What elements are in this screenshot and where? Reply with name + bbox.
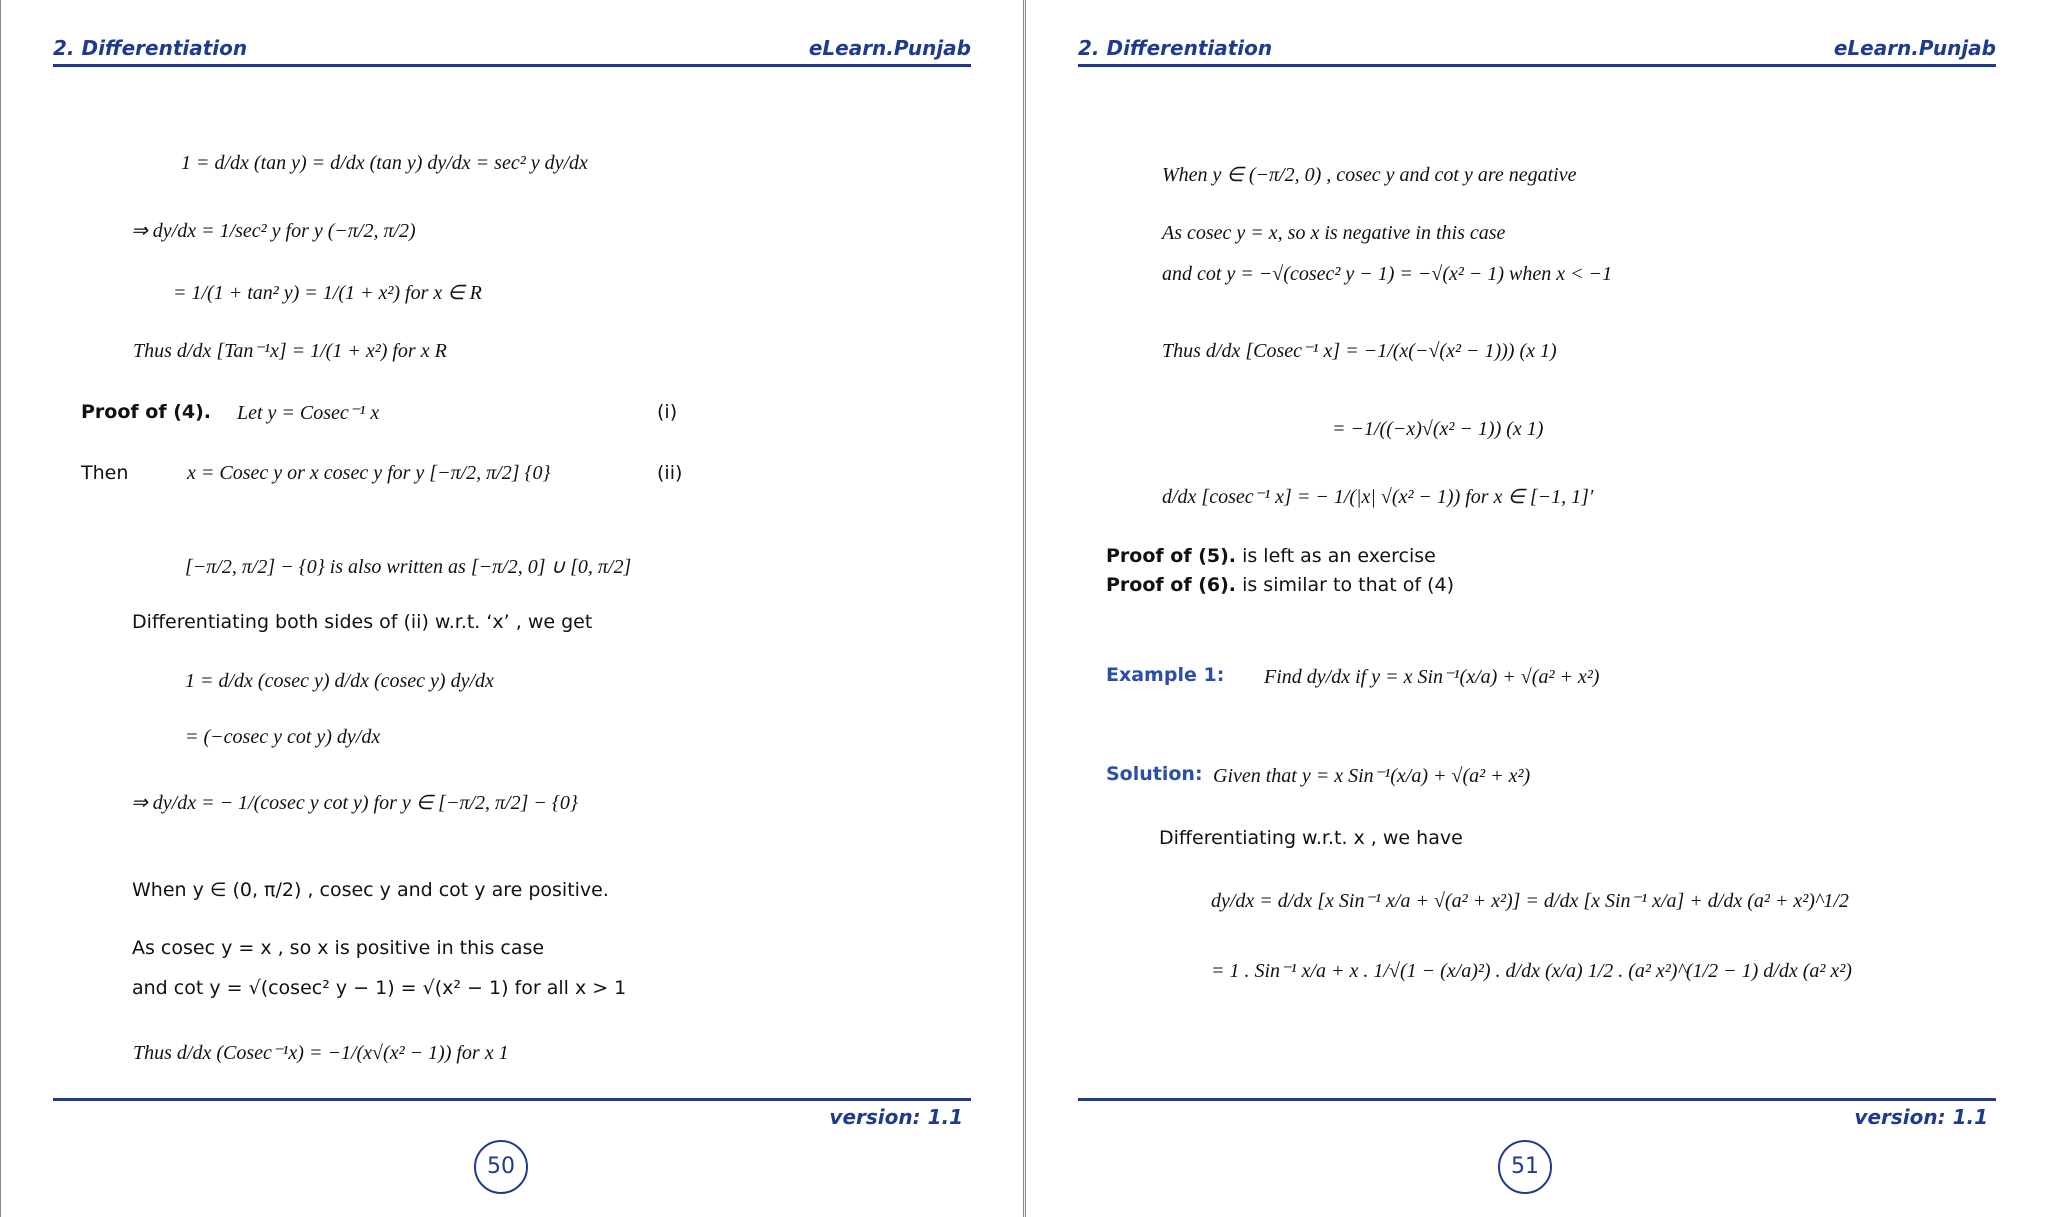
equation-line: d/dx [cosec⁻¹ x] = − 1/(|x| √(x² − 1)) for x ∈ [−1, 1]′ [1162,486,1594,508]
equation-line: 1 = d/dx (tan y) = d/dx (tan y) dy/dx = sec² y dy/dx [181,152,588,174]
proof-4-text: Let y = Cosec⁻¹ x [237,402,380,424]
thus-line: Thus d/dx (Cosec⁻¹x) = −1/(x√(x² − 1)) for x 1 [133,1042,509,1064]
equation-line: ⇒ dy/dx = 1/sec² y for y (−π/2, π/2) [131,220,416,242]
interval-line: [−π/2, π/2] − {0} is also written as [−π/2, 0] ∪ [0, π/2] [185,556,632,578]
page-header [1078,34,1996,67]
as-line: As cosec y = x , so x is positive in this case [132,937,545,959]
solution-label: Solution: [1106,763,1203,785]
equation-line: Thus d/dx [Tan⁻¹x] = 1/(1 + x²) for x R [133,340,447,362]
differentiating-text: Differentiating w.r.t. x , we have [1159,827,1463,849]
proof-5-text: is left as an exercise [1242,545,1436,567]
proof-4-label: Proof of (4). [81,401,212,423]
proof-6-line [1106,574,1454,596]
chapter-title: 2. Differentiation [53,36,248,60]
and-line: and cot y = √(cosec² y − 1) = √(x² − 1) for all x > 1 [132,977,627,999]
example-text: Find dy/dx if y = x Sin⁻¹(x/a) + √(a² + x²) [1264,666,1600,688]
page-number: 50 [474,1140,528,1194]
version-label: version: 1.1 [829,1105,963,1129]
brand-name: eLearn.Punjab [808,36,971,60]
solution-text: Given that y = x Sin⁻¹(x/a) + √(a² + x²) [1213,765,1531,787]
equation-line: dy/dx = d/dx [x Sin⁻¹ x/a + √(a² + x²)] = d/dx [x Sin⁻¹ x/a] + d/dx (a² + x²)^1/2 [1211,890,1849,912]
equation-line: Thus d/dx [Cosec⁻¹ x] = −1/(x(−√(x² − 1))) (x 1) [1162,340,1557,362]
page-number: 51 [1498,1140,1552,1194]
equation-line: and cot y = −√(cosec² y − 1) = −√(x² − 1) when x < −1 [1162,263,1613,285]
then-equation: x = Cosec y or x cosec y for y [−π/2, π/2] {0} [187,462,551,484]
proof-6-text: is similar to that of (4) [1242,574,1455,596]
then-label: Then [81,462,129,484]
version-label: version: 1.1 [1854,1105,1988,1129]
equation-line: = 1 . Sin⁻¹ x/a + x . 1/√(1 − (x/a)²) . d/dx (x/a) 1/2 . (a² x²)^(1/2 − 1) d/dx (a² x²) [1211,960,1852,982]
page-footer [1078,1098,1996,1129]
chapter-title: 2. Differentiation [1078,36,1273,60]
equation-line: As cosec y = x, so x is negative in this case [1162,222,1506,244]
equation-line: = −1/((−x)√(x² − 1)) (x 1) [1332,418,1544,440]
equation-line: 1 = d/dx (cosec y) d/dx (cosec y) dy/dx [185,670,494,692]
equation-number: (ii) [657,462,683,484]
proof-6-label: Proof of (6). [1106,574,1237,596]
example-label: Example 1: [1106,664,1225,686]
equation-line: When y ∈ (−π/2, 0) , cosec y and cot y are negative [1162,164,1577,186]
equation-line: = (−cosec y cot y) dy/dx [185,726,381,748]
page-header [53,34,971,67]
page-right [1025,0,2048,1217]
proof-5-line [1106,545,1436,567]
when-line: When y ∈ (0, π/2) , cosec y and cot y are positive. [132,879,609,901]
brand-name: eLearn.Punjab [1833,36,1996,60]
page-footer [53,1098,971,1129]
equation-line: = 1/(1 + tan² y) = 1/(1 + x²) for x ∈ R [173,282,482,304]
equation-number: (i) [657,401,678,423]
equation-line: ⇒ dy/dx = − 1/(cosec y cot y) for y ∈ [−π/2, π/2] − {0} [131,792,578,814]
proof-5-label: Proof of (5). [1106,545,1237,567]
differentiating-text: Differentiating both sides of (ii) w.r.t. ‘x’ , we get [132,611,593,633]
